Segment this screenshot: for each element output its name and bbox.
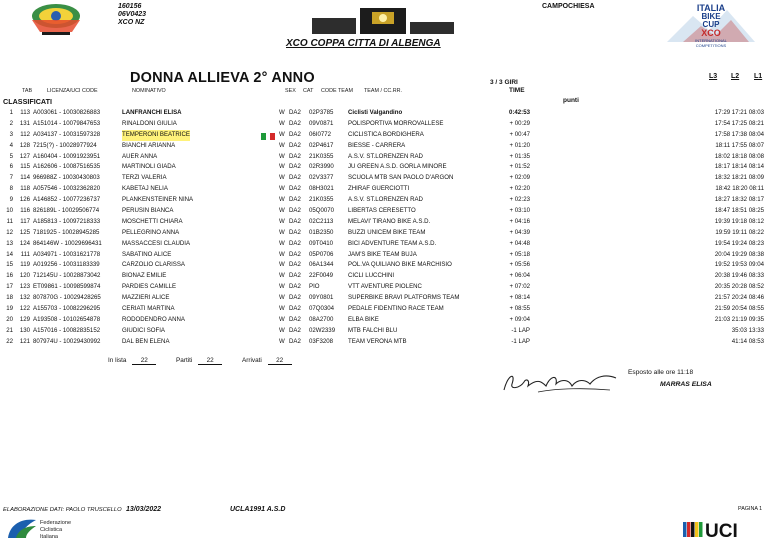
finish-time: + 07:02 — [509, 283, 530, 291]
team-name: A.S.V. ST.LORENZEN RAD — [348, 196, 423, 204]
sex: W — [279, 315, 285, 323]
bib-number: 121 — [19, 337, 30, 345]
finish-time: + 01:52 — [509, 163, 530, 171]
bib-number: 130 — [19, 326, 30, 334]
sex: W — [279, 141, 285, 149]
position: 19 — [6, 305, 13, 313]
position: 8 — [9, 185, 13, 193]
team-code: 02W2339 — [309, 326, 336, 334]
sex: W — [279, 217, 285, 225]
table-row — [0, 184, 768, 195]
team-name: SUPERBIKE BRAVI PLATFORMS TEAM — [348, 294, 460, 302]
svg-text:CUP: CUP — [702, 20, 720, 29]
table-row — [0, 250, 768, 261]
category-code: DA2 — [289, 185, 301, 193]
rider-name: KABETAJ NELIA — [122, 185, 168, 193]
col-license: LICENZA/UCI CODE — [47, 88, 98, 94]
finish-time: + 00:47 — [509, 130, 530, 138]
rider-name: TEMPERONI BEATRICE — [122, 130, 190, 141]
position: 22 — [6, 337, 13, 345]
time-label: TIME — [509, 87, 525, 94]
table-row — [0, 337, 768, 348]
license-code: A155703 - 10082296295 — [33, 305, 101, 313]
results-table — [0, 108, 768, 348]
category-code: DA2 — [289, 272, 301, 280]
lap-header-l1: L1 — [754, 73, 763, 80]
license-code: 7215(?) - 10028977924 — [33, 141, 97, 149]
team-code: 05Q0070 — [309, 207, 335, 215]
license-code: 807870G - 10029428265 — [33, 294, 101, 302]
rider-name: RODODENDRO ANNA — [122, 315, 185, 323]
category-code: DA2 — [289, 239, 301, 247]
posted-time: Esposto alle ore 11:18 — [628, 369, 694, 376]
category-code: DA2 — [289, 196, 301, 204]
team-name: BUZZI UNICEM BIKE TEAM — [348, 228, 426, 236]
lap-times: 20:35 20:28 08:52 — [714, 283, 764, 291]
position: 15 — [6, 261, 13, 269]
finish-time: + 08:14 — [509, 294, 530, 302]
team-name: JU GREEN A.S.D. GORLA MINORE — [348, 163, 447, 171]
sex: W — [279, 130, 285, 138]
finish-time: + 08:55 — [509, 305, 530, 313]
team-name: ZHIRAF GUERCIOTTI — [348, 185, 410, 193]
table-row — [0, 141, 768, 152]
bib-number: 122 — [19, 305, 30, 313]
finish-time: -1 LAP — [511, 337, 530, 345]
bib-number: 125 — [19, 228, 30, 236]
finished-label: Arrivati — [241, 357, 262, 364]
rider-name: PERUSIN BIANCA — [122, 207, 174, 215]
team-code: 06A1344 — [309, 261, 334, 269]
license-code: A019256 - 10031183339 — [33, 261, 100, 269]
bib-number: 127 — [19, 152, 30, 160]
svg-text:XCO: XCO — [701, 28, 721, 38]
col-sex: SEX — [285, 88, 296, 94]
team-name: ELBA BIKE — [348, 315, 379, 323]
license-code: A193508 - 10102654878 — [33, 315, 101, 323]
team-code: 09Y0801 — [309, 294, 334, 302]
sex: W — [279, 163, 285, 171]
lap-times: 41:14 08:53 — [731, 337, 764, 345]
license-code: 966988Z - 10030430803 — [33, 174, 100, 182]
col-name: NOMINATIVO — [132, 88, 166, 94]
finish-time: + 02:23 — [509, 196, 530, 204]
lap-times: 17:29 17:21 08:03 — [714, 109, 764, 116]
lap-times: 21:03 21:19 09:35 — [714, 315, 764, 323]
table-row — [0, 239, 768, 250]
table-row — [0, 293, 768, 304]
position: 14 — [6, 250, 13, 258]
license-code: A185813 - 10097218333 — [33, 217, 101, 225]
license-code: A057546 - 10032362820 — [33, 185, 101, 193]
finish-time: + 09:04 — [509, 315, 530, 323]
entry-stats — [108, 357, 296, 365]
category-code: DA2 — [289, 250, 301, 258]
sex: W — [279, 305, 285, 313]
bib-number: 129 — [19, 315, 30, 323]
team-name: BIESSE - CARRERA — [348, 141, 406, 149]
signature-image — [498, 368, 624, 396]
bib-number: 123 — [19, 283, 30, 291]
team-name: JAM'S BIKE TEAM BUJA — [348, 250, 417, 258]
team-code: 03F3208 — [309, 337, 334, 345]
position: 5 — [9, 152, 13, 160]
sex: W — [279, 228, 285, 236]
in-list-value: 22 — [132, 357, 156, 365]
podium-trophy-icon — [312, 4, 454, 34]
sex: W — [279, 196, 285, 204]
team-code: 05P0706 — [309, 250, 334, 258]
license-code: 7181925 - 10028945285 — [33, 228, 100, 236]
rider-name: SABATINO ALICE — [122, 250, 172, 258]
event-logo-icon — [20, 2, 86, 38]
team-name: MELAVI' TIRANO BIKE A.S.D. — [348, 217, 431, 225]
team-code: 21K0355 — [309, 152, 334, 160]
team-name: A.S.V. ST.LORENZEN RAD — [348, 152, 423, 160]
col-code: CODE TEAM — [321, 88, 353, 94]
category-code: DA2 — [289, 228, 301, 236]
sex: W — [279, 239, 285, 247]
table-row — [0, 326, 768, 337]
license-code: 712145U - 10028873042 — [33, 272, 101, 280]
table-row — [0, 152, 768, 163]
sex: W — [279, 109, 285, 116]
category-code: DA2 — [289, 130, 301, 138]
classified-heading: CLASSIFICATI — [3, 97, 52, 106]
svg-text:ITALIA: ITALIA — [696, 3, 726, 13]
position: 1 — [9, 109, 13, 116]
finish-time: + 03:10 — [509, 207, 530, 215]
event-date: 13/03/2022 — [126, 506, 162, 513]
italy-flag-icon — [261, 133, 275, 140]
lap-times: 20:38 19:46 08:33 — [714, 272, 764, 280]
table-row — [0, 195, 768, 206]
category-title: DONNA ALLIEVA 2° ANNO — [130, 70, 315, 86]
lap-times: 18:17 18:14 08:14 — [714, 163, 764, 171]
rider-name: AUER ANNA — [122, 152, 158, 160]
finish-time: + 04:16 — [509, 217, 530, 225]
category-code: DA2 — [289, 315, 301, 323]
team-name: MTB FALCHI BLU — [348, 326, 398, 334]
team-name: Ciclisti Valgandino — [348, 109, 403, 116]
team-name: CICLISTICA BORDIGHERA — [348, 130, 424, 138]
rider-name: BIANCHI ARIANNA — [122, 141, 176, 149]
license-code: A151014 - 10079847653 — [33, 119, 101, 127]
position: 3 — [9, 130, 13, 138]
svg-text:BIKE: BIKE — [701, 12, 721, 21]
team-name: PEDALE FIDENTINO RACE TEAM — [348, 305, 444, 313]
license-code: A034971 - 10031621778 — [33, 250, 101, 258]
rider-name: GIUDICI SOFIA — [122, 326, 165, 334]
sex: W — [279, 326, 285, 334]
team-name: SCUOLA MTB SAN PAOLO D'ARGON — [348, 174, 454, 182]
bib-number: 131 — [19, 119, 30, 127]
category-code: DA2 — [289, 119, 301, 127]
finish-time: + 05:18 — [509, 250, 530, 258]
svg-text:UCI: UCI — [705, 521, 738, 539]
laps-label: 3 / 3 GIRI — [490, 79, 518, 86]
category-code: DA2 — [289, 261, 301, 269]
sex: W — [279, 283, 285, 291]
rider-name: BIONAZ EMILIE — [122, 272, 167, 280]
lap-times: 19:59 19:11 08:22 — [715, 228, 764, 236]
svg-text:COMPETITIONS: COMPETITIONS — [695, 43, 727, 48]
category-code: DA2 — [289, 174, 301, 182]
finish-time: + 01:35 — [509, 152, 530, 160]
table-row — [0, 130, 768, 141]
license-code: 826189L - 10029506774 — [33, 207, 100, 215]
position: 6 — [9, 163, 13, 171]
position: 10 — [6, 207, 13, 215]
team-name: TEAM VERONA MTB — [348, 337, 407, 345]
table-row — [0, 119, 768, 130]
rider-name: PELLEGRINO ANNA — [122, 228, 180, 236]
bib-number: 113 — [20, 109, 30, 116]
bib-number: 112 — [20, 130, 30, 138]
lap-times: 19:39 19:18 08:12 — [714, 217, 764, 225]
team-code: 02P3785 — [309, 109, 334, 116]
category-code: DA2 — [289, 305, 301, 313]
position: 17 — [6, 283, 13, 291]
started-label: Partiti — [176, 357, 193, 364]
bib-number: 119 — [20, 261, 30, 269]
position: 21 — [6, 326, 13, 334]
team-name: POL.VA QUILIANO BIKE MARCHISIO — [348, 261, 452, 269]
bib-number: 128 — [19, 141, 30, 149]
position: 16 — [6, 272, 13, 280]
col-tab: TAB — [22, 88, 33, 94]
svg-text:Italiana: Italiana — [40, 534, 59, 540]
svg-text:INTERNATIONAL: INTERNATIONAL — [695, 38, 727, 43]
table-row — [0, 108, 768, 119]
team-code: 09T0410 — [309, 239, 334, 247]
finish-time: + 04:48 — [509, 239, 530, 247]
license-code: ET09861 - 10098599874 — [33, 283, 101, 291]
rider-name: TERZI VALERIA — [122, 174, 167, 182]
rider-name: MOSCHETTI CHIARA — [122, 217, 183, 225]
team-code: 07Q0304 — [309, 305, 335, 313]
team-code: 08A2700 — [309, 315, 334, 323]
points-label: punti — [563, 97, 579, 104]
team-code: 02P4617 — [309, 141, 334, 149]
category-code: DA2 — [289, 283, 301, 291]
rider-name: DAL BEN ELENA — [122, 337, 170, 345]
finish-time: -1 LAP — [511, 326, 530, 334]
license-code: A157016 - 10082835152 — [33, 326, 101, 334]
category-code: DA2 — [289, 326, 301, 334]
table-row — [0, 260, 768, 271]
team-code: 22F0049 — [309, 272, 334, 280]
team-code: 21K0355 — [309, 196, 334, 204]
rider-name: CARZOLIO CLARISSA — [122, 261, 185, 269]
team-name: POLISPORTIVA MORROVALLESE — [348, 119, 444, 127]
sex: W — [279, 272, 285, 280]
uci-logo — [683, 519, 765, 539]
col-cat: CAT — [303, 88, 314, 94]
position: 7 — [9, 174, 13, 182]
lap-times: 35:03 13:33 — [731, 326, 764, 334]
col-team: TEAM / CC.RR. — [364, 88, 403, 94]
venue-name: CAMPOCHIESA — [542, 3, 595, 10]
lap-times: 20:04 19:29 08:38 — [714, 250, 764, 258]
team-code: PIO — [309, 283, 320, 291]
lap-times: 17:58 17:38 08:04 — [714, 130, 764, 138]
team-code: 02C2113 — [309, 217, 334, 225]
bib-number: 115 — [20, 163, 30, 171]
table-row — [0, 206, 768, 217]
bib-number: 132 — [19, 294, 30, 302]
rider-name: PLANKENSTEINER NINA — [122, 196, 194, 204]
license-code: A034137 - 10031597328 — [33, 130, 101, 138]
lap-times: 18:11 17:55 08:07 — [715, 141, 764, 149]
finish-time: + 05:56 — [509, 261, 530, 269]
rider-name: MASSACCESI CLAUDIA — [122, 239, 191, 247]
sex: W — [279, 261, 285, 269]
position: 2 — [9, 119, 13, 127]
lap-times: 17:54 17:25 08:21 — [714, 119, 764, 127]
finish-time: + 00:29 — [509, 119, 530, 127]
lap-header-l3: L3 — [709, 73, 718, 80]
rider-name: RINALDONI GIULIA — [122, 119, 177, 127]
category-code: DA2 — [289, 217, 301, 225]
sex: W — [279, 152, 285, 160]
bib-number: 124 — [19, 239, 30, 247]
license-code: A003061 - 10030826883 — [33, 109, 101, 116]
bib-number: 118 — [20, 185, 30, 193]
position: 13 — [6, 239, 13, 247]
license-code: 864146W - 10029696431 — [33, 239, 102, 247]
team-name: VTT AVENTURE PIOLENC — [348, 283, 422, 291]
bib-number: 116 — [20, 207, 30, 215]
table-row — [0, 162, 768, 173]
sex: W — [279, 250, 285, 258]
bib-number: 120 — [19, 272, 30, 280]
bib-number: 126 — [19, 196, 30, 204]
lap-times: 18:47 18:51 08:25 — [714, 207, 764, 215]
rider-name: MARTINOLI GIADA — [122, 163, 176, 171]
race-title: XCO COPPA CITTA DI ALBENGA — [286, 38, 441, 49]
lap-times: 18:02 18:18 08:08 — [714, 152, 764, 160]
rider-name: CERIATI MARTINA — [122, 305, 175, 313]
sex: W — [279, 185, 285, 193]
team-code: 01B2350 — [309, 228, 334, 236]
position: 11 — [6, 217, 13, 225]
svg-text:Federazione: Federazione — [40, 520, 72, 526]
rider-name: MAZZIERI ALICE — [122, 294, 170, 302]
position: 12 — [6, 228, 13, 236]
lap-times: 21:59 20:54 08:55 — [714, 305, 764, 313]
license-code: 807974U - 10029430992 — [33, 337, 101, 345]
team-code: 02R3990 — [309, 163, 334, 171]
category-code: DA2 — [289, 163, 301, 171]
lap-times: 18:27 18:32 08:17 — [714, 196, 764, 204]
bib-number: 117 — [20, 217, 30, 225]
category-code: DA2 — [289, 207, 301, 215]
table-row — [0, 173, 768, 184]
position: 20 — [6, 315, 13, 323]
finished-value: 22 — [268, 357, 292, 365]
team-name: BICI ADVENTURE TEAM A.S.D. — [348, 239, 437, 247]
official-name: MARRAS ELISA — [660, 381, 712, 388]
in-list-label: In lista — [108, 357, 127, 364]
italia-bike-cup-logo — [663, 2, 759, 48]
svg-text:Ciclistica: Ciclistica — [40, 527, 63, 533]
team-code: 02V3377 — [309, 174, 334, 182]
team-name: LIBERTAS CERESETTO — [348, 207, 416, 215]
finish-time: + 04:39 — [509, 228, 530, 236]
sex: W — [279, 174, 285, 182]
finish-time: 0:42:53 — [508, 109, 530, 116]
started-value: 22 — [198, 357, 222, 365]
race-codes: 160156 06V0423 XCO NZ — [118, 3, 147, 26]
position: 18 — [6, 294, 13, 302]
table-row — [0, 315, 768, 326]
category-code: DA2 — [289, 337, 301, 345]
lap-times: 21:57 20:24 08:46 — [714, 294, 764, 302]
table-row — [0, 228, 768, 239]
lap-times: 18:42 18:20 08:11 — [715, 185, 764, 193]
finish-time: + 02:09 — [509, 174, 530, 182]
category-code: DA2 — [289, 152, 301, 160]
table-row — [0, 304, 768, 315]
license-code: A160404 - 10091923951 — [33, 152, 101, 160]
fci-logo — [6, 516, 86, 541]
team-code: 06I0772 — [309, 130, 332, 138]
lap-times: 19:52 19:53 09:04 — [714, 261, 764, 269]
license-code: A146852 - 10077236737 — [33, 196, 101, 204]
finish-time: + 06:04 — [509, 272, 530, 280]
bib-number: 111 — [20, 250, 30, 258]
team-code: 08H3021 — [309, 185, 334, 193]
table-row — [0, 282, 768, 293]
finish-time: + 02:20 — [509, 185, 530, 193]
page-number: PAGINA 1 — [738, 506, 763, 512]
organizer: UCLA1991 A.S.D — [230, 506, 286, 513]
finish-time: + 01:20 — [509, 141, 530, 149]
category-code: DA2 — [289, 141, 301, 149]
rider-name: PARDIES CAMILLE — [122, 283, 177, 291]
position: 9 — [9, 196, 13, 204]
lap-times: 19:54 19:24 08:23 — [714, 239, 764, 247]
license-code: A162606 - 10087516535 — [33, 163, 101, 171]
team-code: 09V0871 — [309, 119, 334, 127]
rider-name: LANFRANCHI ELISA — [122, 109, 182, 116]
sex: W — [279, 337, 285, 345]
lap-header-l2: L2 — [731, 73, 740, 80]
sex: W — [279, 294, 285, 302]
position: 4 — [9, 141, 13, 149]
category-code: DA2 — [289, 109, 301, 116]
lap-times: 18:32 18:21 08:09 — [714, 174, 764, 182]
category-code: DA2 — [289, 294, 301, 302]
table-row — [0, 271, 768, 282]
table-row — [0, 217, 768, 228]
sex: W — [279, 207, 285, 215]
data-processing-credit: ELABORAZIONE DATI: PAOLO TRUSCELLO — [3, 507, 122, 513]
bib-number: 114 — [20, 174, 30, 182]
sex: W — [279, 119, 285, 127]
team-name: CICLI LUCCHINI — [348, 272, 395, 280]
